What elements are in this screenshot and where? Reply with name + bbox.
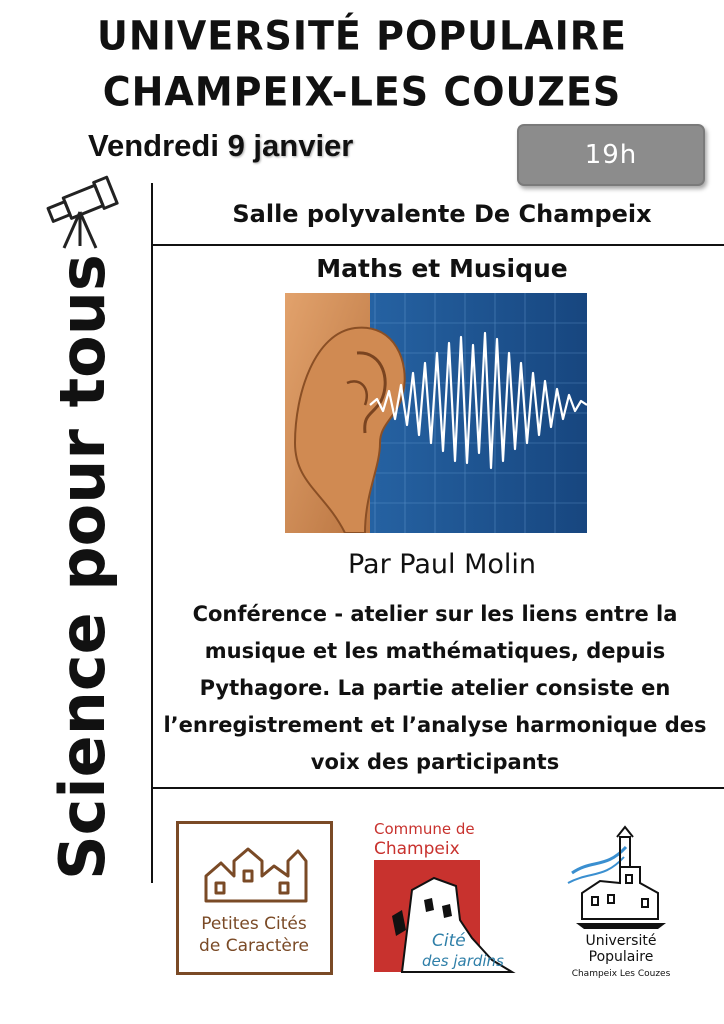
petites-cites-line2: de Caractère [199,936,309,956]
venue: Salle polyvalente De Champeix [232,200,652,228]
title-line-2: CHAMPEIX-LES COUZES [102,68,622,116]
event-description: Conférence - atelier sur les liens entre la musique et les mathématiques, depuis Pythagore. La partie atelier consiste en l’enregistrement et l’analyse harmonique des voix des participants [163,602,707,774]
side-tagline: Science pour tous [46,254,119,880]
commune-line3: Cité [432,931,466,951]
universite-line2: Populaire [588,949,654,965]
divider-bottom [151,787,724,789]
petites-cites-line1: Petites Cités [201,914,307,934]
universite-line1: Université [585,933,657,949]
petites-cites-logo [176,821,333,975]
telescope-icon [40,172,130,252]
subject: Maths et Musique [316,254,568,283]
event-date [88,128,353,164]
commune-champeix-logo [372,820,518,974]
commune-line1: Commune de [374,820,475,838]
universite-line3: Champeix Les Couzes [571,969,671,979]
time-label: 19h [584,140,638,170]
divider-top [151,244,724,246]
speaker: Par Paul Molin [347,549,537,580]
universite-populaire-logo [562,823,680,983]
ear-soundwave-image [285,293,587,533]
title-line-1: UNIVERSITÉ POPULAIRE [97,12,627,60]
date-weekday: Vendredi [88,128,219,163]
commune-line4: des jardins [422,952,504,970]
date-day: 9 janvier [227,128,354,163]
time-badge [517,124,705,186]
vertical-divider [151,183,153,883]
commune-line2: Champeix [374,839,460,859]
